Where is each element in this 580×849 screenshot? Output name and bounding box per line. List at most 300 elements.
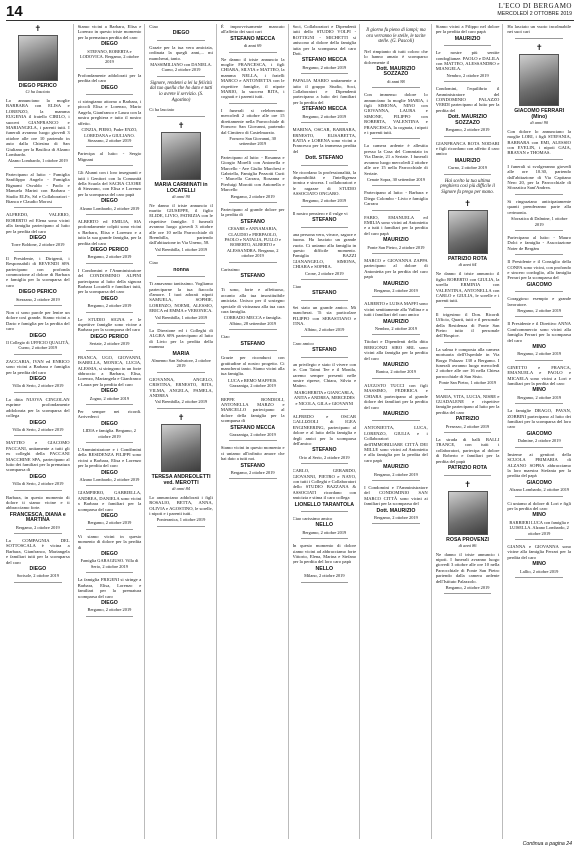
- notice-divider: [229, 440, 277, 441]
- notice-divider: [515, 360, 563, 361]
- deceased-name: PATRIZIO ROTA: [447, 256, 488, 263]
- notice-name: DIEGO: [101, 388, 118, 395]
- notice-signature: Lallio, 2 ottobre 2019: [520, 568, 559, 574]
- notice-signature: Bergamo, 2 ottobre 2019: [517, 351, 562, 357]
- notice-name: MAURIZIO: [383, 318, 409, 325]
- notice-text: Ci ha lasciato: [149, 107, 175, 113]
- condolence-notice: [364, 485, 428, 524]
- notice-text: La Direzione ed i Colleghi di ALGRA SPA partecipano al lutto di Livio per la perdita della mamma: [149, 327, 213, 350]
- condolence-notice: [6, 98, 70, 168]
- notice-name: DIEGO: [29, 332, 47, 339]
- notice-divider: [444, 136, 492, 137]
- condolence-notice: [78, 73, 142, 95]
- notice-signature: Ponte San Pietro, 1 ottobre 2019: [439, 380, 497, 386]
- notice-divider: [229, 350, 277, 351]
- notice-signature: Stezzano, 2 ottobre 2019: [15, 296, 60, 302]
- cross-icon: ✝: [464, 199, 471, 209]
- notice-signature: Bergamo, 2 ottobre 2019: [445, 127, 490, 133]
- notice-divider: [301, 511, 349, 512]
- notice-name: STEFANO MECCA: [301, 106, 347, 113]
- notice-signature: Il Collegio di UFFICIO QUALITÀ, Curno, 2 ottobre 2019: [6, 340, 70, 351]
- condolence-notice: [364, 425, 428, 481]
- notice-text: Ne danno il triste annuncio i nipoti. I funerali avranno luogo giovedì 3 ottobre alle ore 10 nella Parrocchiale di Ponte San Pietro partendo dalla camera ardente dell'Istituto Palazzolo.: [435, 551, 500, 584]
- notice-name: MINO: [532, 561, 546, 568]
- notice-name: PATRIZIO ROTA: [447, 465, 488, 472]
- condolence-notice: [149, 107, 213, 116]
- notice-divider: [229, 392, 277, 393]
- condolence-notice: [507, 24, 571, 39]
- notice-divider: [229, 478, 277, 479]
- condolence-notice: [364, 49, 428, 88]
- condolence-notice: [149, 24, 213, 41]
- condolence-notice: [78, 24, 142, 69]
- notice-name: STEFANO MECCA: [230, 424, 276, 431]
- notice-text: una persona vera, vivace, sagace e buona. Ha lasciato un grande vuoto. Ci uniamo alla famiglia in questo difficile momento. Famiglia BAZZI GIANANGELO, SIMONA, CHIARA e SOPHIA.: [292, 231, 357, 270]
- notice-text: CARLO, GERARDO, GIOVANNI, PIETRO e NAYO, con tutti i Colleghi e Collaboratori dello STUDIO BAZZANA & ASSOCIATI ricordano con amicizia e stima il caro collega: [292, 468, 357, 501]
- notice-divider: [444, 342, 492, 343]
- notice-text: ci stringiamo attorno a Barbara, i piccoli Elisa e Lorenzo, Mario Angela, Gianfranco e Laura con la nostra preghiera e tutto il nostro affetto.: [77, 99, 142, 126]
- notice-divider: [157, 323, 205, 324]
- condolence-notice: [436, 312, 500, 343]
- notice-signature: Sorisole, 2 ottobre 2019: [16, 573, 59, 579]
- notice-divider: [301, 538, 349, 539]
- cross-icon: ✝: [34, 24, 42, 33]
- notice-name: Dott. STEFANO: [305, 155, 344, 162]
- notice-name: PATRIZIO: [455, 416, 480, 423]
- notice-divider: [372, 420, 420, 421]
- condolence-notice: [293, 305, 357, 337]
- condolence-notice: [436, 50, 500, 82]
- deceased-age: di anni 90: [172, 193, 190, 199]
- deceased-name: ROSA PROVENZI: [446, 536, 489, 543]
- notice-signature: MASSIMILIANO con DANIELA. Curno, 2 ottobre 2019: [150, 62, 212, 73]
- column-2: [78, 24, 146, 839]
- condolence-notice: [507, 544, 571, 578]
- notice-divider: [86, 263, 134, 264]
- condolence-notice: [6, 397, 70, 436]
- notice-text: ALBERTO e LUISA MAFFI sono vicini sentitamente alla Vallina e a tutti i familiari del caro amico: [364, 301, 428, 318]
- notice-divider: [444, 389, 492, 390]
- notice-text: Grazie per ricondurci con gratitudine al nostro progetto. Ci mancherai tanto. Siamo vicini alla tua famiglia.: [220, 355, 285, 377]
- notice-text: AUGUSTO TUCCI con figli MASSIMO, FEDERICA e CHIARA partecipano al grande dolore dei familiari per la perdita del caro: [364, 382, 428, 410]
- condolence-notice: [507, 365, 571, 404]
- notice-divider: [515, 254, 563, 255]
- notice-text: Caro amico: [292, 340, 314, 346]
- death-announcement: [436, 480, 500, 548]
- notice-name: MAURIZIO: [383, 362, 409, 369]
- notice-name: DIEGO: [101, 295, 118, 302]
- notice-divider: [157, 116, 205, 117]
- portrait-photo: [18, 35, 58, 81]
- column-3: [149, 24, 217, 839]
- notice-divider: [301, 357, 349, 358]
- notice-text: un privilegio e stato il vivere con te. Con Taimi Tee e il Monila, saremo sempre presenti nelle nostre riprese, Chiara, Silvia e Matteo.: [292, 361, 357, 389]
- notice-divider: [157, 372, 205, 373]
- death-announcement: [507, 43, 571, 125]
- column-7: [436, 24, 504, 839]
- notice-name: LIONELLO TARANTOLA: [294, 501, 355, 508]
- notice-text: Ne ricordano la professionalità, la disponibilità e l'intelligenza ironica e sincera. I collaboratori e le ragazze di STUDIO ASSOCIATO ONGARO.: [292, 169, 357, 197]
- condolence-notice: [221, 24, 285, 53]
- condolence-notice: [507, 452, 571, 497]
- notice-divider: [301, 165, 349, 166]
- condolence-notice: [6, 538, 70, 583]
- notice-text: Partecipa al lutto: - Sergio Mignani: [77, 151, 142, 162]
- notice-name: DIEGO: [101, 420, 118, 427]
- notice-divider: [86, 214, 134, 215]
- notice-signature: Presezzo, 2 ottobre 2019: [445, 423, 490, 429]
- condolence-notice: [364, 301, 428, 335]
- notice-text: Ci uniamo al dolore di Lori e figli per la perdita del caro: [507, 500, 571, 511]
- notice-signature: di anni 69: [243, 43, 262, 49]
- notice-text: Con dolore lo annunciano la moglie LORI, i figli STEFANIA, BARBARA con EMI, ALESSIO con EVELIN, i nipoti GAIA, BRAYAN e THOMAS.: [507, 128, 571, 156]
- portrait-photo: [161, 132, 201, 180]
- cross-icon: ✝: [464, 479, 471, 489]
- notice-text: ALFREDO, VALERIO, ROBERTO ed Elena sono vicini alla famiglia partecipano al lutto per la perdita del caro: [6, 212, 70, 234]
- notice-divider: [515, 38, 563, 39]
- notice-signature: Nembro, 2 ottobre 2019: [446, 72, 489, 78]
- condolence-notice: [149, 45, 213, 77]
- notice-signature: Bergamo, 2 ottobre 2019: [302, 64, 347, 70]
- condolence-notice: [293, 127, 357, 165]
- portrait-photo: [448, 210, 488, 254]
- condolence-notice: [149, 260, 213, 277]
- notice-divider: [515, 291, 563, 292]
- portrait-photo: [519, 54, 559, 106]
- cross-icon: ✝: [535, 42, 543, 52]
- notice-divider: [301, 463, 349, 464]
- notice-signature: Bergamo, 2 ottobre 2019: [374, 515, 418, 520]
- notice-name: nonna: [173, 266, 189, 273]
- death-announcement: [149, 413, 213, 491]
- notice-text: BEPPE BONDIOLI, ANTONELLA MARZO e MARCELLO partecipano al dolore della famiglia per la scomparsa di: [220, 396, 285, 424]
- notice-name: STEFANO: [240, 218, 265, 225]
- condolence-notice: [364, 339, 428, 378]
- condolence-notice: [436, 437, 500, 475]
- notice-text: Ciao: [292, 284, 302, 290]
- notice-signature: Curno, 2 ottobre 2019: [448, 165, 487, 171]
- notice-name: Dott. MAURIZIO: [376, 507, 416, 514]
- publication-date: MERCOLEDÌ 2 OTTOBRE 2019: [497, 11, 572, 17]
- continued-note: Continua a pagina 24: [522, 841, 572, 847]
- condolence-notice: [78, 170, 142, 215]
- notice-text: I funerali si svolgeranno giovedì alle ore 10.30, partendo dall'abitazione di Via Capitano Nero 20, per la Parrocchiale di Sforzatica Sant'Andrea.: [507, 163, 571, 191]
- deceased-age: di anni 64: [458, 262, 477, 268]
- condolence-notice: [149, 203, 213, 257]
- condolence-notice: [436, 552, 500, 595]
- condolence-notice: [364, 190, 428, 210]
- notice-text: I Condomini e l'Amministratore del CONDOMINIO SAN MARCO CITTÀ sono vicini ai familiari per la scomparsa del: [364, 484, 428, 507]
- notice-name: MAURIZIO: [383, 237, 409, 244]
- notice-name: MINO: [532, 512, 546, 519]
- notice-name: DIEGO: [29, 234, 47, 241]
- deceased-age: di anni 84: [172, 485, 190, 491]
- notice-name: DIEGO: [101, 469, 118, 476]
- notice-name: STEFANO: [312, 290, 337, 297]
- notice-name: DIEGO: [101, 513, 118, 520]
- condolence-notice: [149, 495, 213, 527]
- condolence-notice: [149, 328, 213, 373]
- notice-text: In questo momento di dolore siamo vicini ad abbracciamo forte Vittorio, Elena, Marina e Stefano per la perdita del loro caro papà: [292, 543, 357, 565]
- condolence-notice: [221, 334, 285, 351]
- notice-text: GINETTO e FRANCA, EMANUELA e PAOLO e MICAELA sono vicini a Lori e familiari per la perdita del caro: [507, 364, 571, 387]
- deceased-age: Ci ha lasciato: [25, 89, 51, 94]
- notice-signature: Bergamo, 2 ottobre 2019: [374, 288, 418, 293]
- notice-divider: [14, 582, 62, 583]
- notice-signature: Villa di Serio, 2 ottobre 2019: [12, 383, 64, 389]
- notice-name: STEFANO: [240, 273, 265, 280]
- condolence-notice: [293, 414, 357, 464]
- notice-name: STEFANO MECCA: [230, 35, 276, 42]
- notice-divider: [229, 282, 277, 283]
- memorial-quote: Hai scelto la tua ultima preghiera cosi più difficile il Signore fa prego per mano.: [440, 178, 495, 195]
- notice-signature: Albino, 2 ottobre 2019: [304, 327, 345, 333]
- notice-divider: [86, 485, 134, 486]
- notice-signature: Bergamo, 2 ottobre 2019: [87, 520, 132, 526]
- notice-divider: [515, 577, 563, 578]
- notice-name: DIEGO: [29, 473, 47, 480]
- condolence-notice: [293, 232, 357, 280]
- notice-text: Grazie per la tua vera amicizia, ordinata la quegli anni,... mi mancherai, tanto.: [149, 44, 213, 61]
- notice-divider: [301, 227, 349, 228]
- condolence-notice: [221, 207, 285, 263]
- condolence-notice: [436, 394, 500, 433]
- notice-text: Partecipano al lutto: - Barbara e Diego Colombo - Livio e famiglia Carrara: [364, 190, 428, 207]
- notice-text: Siamo vicini in questo momento e ci uniamo all'infinito amore che hai dato a tutti noi.: [220, 445, 285, 462]
- portrait-photo: [448, 491, 488, 535]
- notice-signature: Alzano Lombardo, 1 ottobre 2019: [7, 158, 68, 164]
- condolence-notice: [6, 212, 70, 251]
- page-number: 14: [6, 3, 23, 20]
- condolence-notice: [364, 383, 428, 421]
- notice-divider: [14, 167, 62, 168]
- column-4: [221, 24, 289, 839]
- notice-name: MAURIZIO: [454, 35, 481, 42]
- notice-divider: [515, 316, 563, 317]
- notice-text: Sei stato un grande amico. Mi mancherai. Ti sia particolare FILIPPO con SEBASTIANO e TINA.: [292, 304, 357, 327]
- condolence-notice: [78, 268, 142, 313]
- notice-text: ALBERTO ed EMILIA, SIA profondamente colpiti sono vicini a Barbara, Elisa e Lorenzo e a tutta la sua grande famiglia, per la perdita del caro: [77, 218, 142, 246]
- notice-signature: Alzano Lombardo, 2 ottobre 2019: [79, 477, 140, 482]
- notice-text: Per sempre nei ricordi. Arrivederci: [77, 408, 142, 420]
- condolence-notice: [221, 108, 285, 151]
- notice-text: Ti amavamo tantissimo. Vogliamo parteciparne la tua fiaccola d'amore. I tuoi adorati nipoti SAMUELA, SOPHIE, LORENZO, NOEMI, ALESSIO, ERICA ed EMMA e VERONICA.: [149, 281, 213, 314]
- notice-name: MAURIZIO: [383, 464, 409, 471]
- condolence-notice: [221, 57, 285, 104]
- notice-text: MATTEO e GIACOMO PACCANI, unitamente a tutti gli ex colleghi della PACCANI MACCHINE SPA, partecipano al lutto dei familiari per la prematura scomparsa di: [6, 440, 70, 473]
- notice-divider: [301, 206, 349, 207]
- notice-signature: CESARE e ANNAMARIA, CLAUDIO e PIERPAOLO, PAOLO e NATALIA, FULLO e ROBERTO, ALBERTO e ALESSANDRA. Bergamo, 2 ottobre 2019: [224, 226, 281, 259]
- notice-signature: Milano, 2 ottobre 2019: [304, 573, 345, 579]
- notice-divider: [157, 255, 205, 256]
- condolence-notice: [507, 296, 571, 317]
- notice-name: STEFANO: [312, 347, 337, 354]
- notice-text: MARIA, VITA, LUCIA, NISRE e GUADALENE e rispettive famiglie partecipano al lutto per la perdita del caro: [435, 393, 500, 415]
- cross-icon: ✝: [177, 412, 185, 422]
- notice-divider: [86, 404, 134, 405]
- notice-signature: Ranica, 2 ottobre 2019: [375, 369, 416, 375]
- notice-text: PAPALIA MARIO unitamente a tutto il gruppo Studio, Soci, Collaboratori e Dipendenti partecipano a lutto dei familiari per la perdita del: [292, 78, 357, 105]
- notice-signature: Ponteranica, 1 ottobre 2019: [156, 517, 206, 523]
- notice-signature: Fornovo San Giovanni, 30 settembre 2019: [229, 135, 276, 147]
- notice-text: Non ci sono parole per lenire un dolore così grande. Siamo vicini a Dario e famiglia per la perdita del caro: [6, 310, 70, 332]
- notice-divider: [515, 403, 563, 404]
- condolence-notice: [78, 490, 142, 529]
- notice-divider: [229, 329, 277, 330]
- notice-text: GIAMPIERO, GABRIELLA, ANDREA, DANIELA sono vicini a Barbara e familiari per la scomparsa del caro: [77, 490, 142, 512]
- obituary-columns: [6, 24, 574, 839]
- notice-divider: [229, 103, 277, 104]
- notice-text: GIANNA e GIOVANNA sono vicine alla famiglia Ferrari per la perdita del caro: [507, 543, 571, 560]
- notice-text: FRANCA, UGO, GIOVANNI, ISABELLA, MONICA, LUCIA, ALESSIA, si stringono in un forte abbraccio a Barbara, Elisa, Lorenzo, Mariangela e Gianfranco e Laura per la perdita del caro: [77, 354, 142, 387]
- notice-divider: [301, 336, 349, 337]
- notice-divider: [86, 350, 134, 351]
- notice-divider: [444, 307, 492, 308]
- notice-divider: [301, 73, 349, 74]
- condolence-notice: [6, 359, 70, 393]
- notice-divider: [14, 490, 62, 491]
- notice-divider: [14, 533, 62, 534]
- notice-divider: [372, 378, 420, 379]
- notice-divider: [444, 174, 492, 175]
- notice-divider: [515, 194, 563, 195]
- notice-name: DIEGO: [29, 566, 47, 573]
- notice-signature: Val Brembilla, 1 ottobre 2019: [154, 314, 208, 320]
- notice-divider: [14, 207, 62, 208]
- notice-text: La famiglie DRAGO, PAVAN, ZOBBINI partecipano al lutto dei familiari per la scomparsa del loro caro: [507, 408, 571, 430]
- notice-name: DIEGO PERICO: [90, 333, 129, 340]
- notice-name: MARIA: [172, 350, 190, 357]
- notice-name: DIEGO: [101, 198, 118, 205]
- notice-divider: [515, 159, 563, 160]
- notice-text: Soci, Collaboratori e Dipendenti tutti dello STUDIO VOLPI - ROTTIGNI - MICHETTI si uniscono al dolore della famiglia tutta per la scomparsa del caro Dott.: [292, 24, 357, 57]
- condolence-notice: [78, 409, 142, 443]
- notice-name: Dott. MAURIZIO SOZZAZO: [448, 114, 488, 126]
- notice-divider: [157, 526, 205, 527]
- notice-signature: STEFANO, ROBERTA e LODOVICA. Bergamo, 2 ottobre 2019: [79, 48, 139, 65]
- notice-text: Il nostro pensiero e il vulge vi: [292, 210, 348, 216]
- memorial-quote: Signore, rendetei a lei la felicità dal tuo quella che ho dato e tutti io avrete il servizio. (S. Agostino): [149, 80, 213, 103]
- condolence-notice: [6, 310, 70, 355]
- notice-divider: [372, 296, 420, 297]
- notice-text: Lo annunciano addolorati i figli ROSALIO, BETTA, ANNA, OLIVIA e AGOSTINO, le sorelle, i nipoti e i parenti tutti.: [149, 494, 213, 517]
- notice-signature: Bergamo, 2 ottobre 2019: [445, 584, 490, 590]
- notice-divider: [372, 253, 420, 254]
- deceased-age: di anni 90: [530, 119, 549, 125]
- condolence-notice: [507, 501, 571, 540]
- notice-signature: Bergamo, 2 ottobre 2019: [302, 197, 347, 203]
- condolence-notice: [507, 235, 571, 255]
- condolence-notice: [293, 24, 357, 74]
- notice-signature: MARGHERITA e GIANCARLA, ANITA e ANDREA, MERCEDES e NICOLA, GILA e GIOVANNI: [293, 389, 355, 406]
- notice-divider: [372, 480, 420, 481]
- notice-text: Siamo vicini a Barbara, Elisa e Lorenzo in questo triste momento per la prematura perdita del caro: [77, 24, 142, 40]
- condolence-notice: [78, 447, 142, 486]
- condolence-notice: [293, 211, 357, 228]
- notice-text: I Condomini e l'Amministratore del CONDOMINIO ALPINI partecipano al lutto della signora Barbara Locatelli e familiari tutti, per la scomparsa del caro: [77, 267, 142, 295]
- notice-divider: [14, 392, 62, 393]
- condolence-notice: [6, 256, 70, 306]
- notice-text: Il trigesimo il Don. Ricordi Ufficio, Quarti, tutti e il personale della Residenza di Ponte San Pietro tutto il personale dell'Hospice.: [435, 311, 500, 339]
- condolence-notice: [507, 408, 571, 447]
- notice-text: Titolari e Dipendenti della ditta BERGONZI SIRO SRL sono vicini alla famiglia per la perdita del caro: [364, 339, 428, 361]
- notice-text: ALFREDO e OSCAR GALLIZIOLI di IGEA ENGINEERING, partecipano al dolore e al lutto della famiglia e degli amici per la scomparsa dell'amico: [292, 413, 357, 446]
- notice-signature: Bergamo, 2 ottobre 2019: [230, 470, 275, 475]
- notice-signature: Nembro, 2 ottobre 2019: [374, 326, 418, 332]
- notice-divider: [301, 122, 349, 123]
- condolence-notice: [293, 170, 357, 207]
- deceased-name: GIACOMO FERRARI (Mino): [514, 107, 565, 120]
- notice-text: Partecipano al lutto: - Famiglia Sanfilippo Angelo - Famiglia Bignami Osvaldo - Paolo e Manuela Marini con Barbara - Studio ELPa, Srl e Collaboratori - Bianca e Claudio Morosi: [6, 171, 70, 204]
- notice-text: Il Presidente, i Dirigenti, i Responsabili di REVENDI SPA partecipano con profonda commozione al dolore di Barbara e famiglia per la scomparsa del caro: [6, 255, 70, 288]
- notice-divider: [86, 146, 134, 147]
- notice-divider: [86, 529, 134, 530]
- condolence-notice: [436, 347, 500, 390]
- notice-name: STEFANO: [240, 462, 265, 469]
- notice-text: Insieme ai genitori della SCUOLA PRIMARIA di ALZANO SOPRA abbracciamo la loro maestra Stefania per la perdita del papà: [507, 451, 571, 479]
- notice-signature: Orio al Serio, 2 ottobre 2019: [299, 454, 350, 460]
- condolence-notice: [293, 468, 357, 512]
- notice-text: Ha lasciato un vuoto incolmabile nei suoi cari: [507, 24, 571, 35]
- notice-divider: [157, 76, 205, 77]
- deceased-age: di anni 86: [458, 542, 477, 548]
- column-1: [6, 24, 74, 839]
- notice-signature: Bergamo, 2 ottobre 2019: [517, 307, 562, 313]
- condolence-notice: [221, 397, 285, 442]
- condolence-notice: [436, 86, 500, 136]
- column-8: [507, 24, 574, 839]
- notice-text: La strada di balli BALLI TRANCE, con tutti i collaboratori, partecipa al dolore di Roberto e familiari per la perdita del papà: [435, 437, 500, 464]
- notice-name: DIEGO: [29, 419, 47, 426]
- notice-text: La famiglia FRIGENI si stringe a Barbara, Elisa, Lorenzo e familiari per la prematura scomparsa del caro: [77, 577, 142, 599]
- condolence-notice: [78, 317, 142, 351]
- condolence-notice: [221, 287, 285, 330]
- notice-signature: Villa di Serio, 2 ottobre 2019: [12, 481, 64, 487]
- notice-divider: [444, 475, 492, 476]
- notice-divider: [229, 202, 277, 203]
- notice-text: La salma è composta alla camera mortuaria dell'Ospedale in Via Borgo Palazzo 130 a Bergamo. I funerali avranno luogo mercoledì 2 ottobre alle ore 16 nella Chiesa parrocchiale di San Sisto.: [435, 346, 500, 379]
- notice-text: Lo annunciano la moglie BARBARA con ELISA e LORENZO, la mamma EUGENIA il fratello CIRILO, i suoceri GIANFRANCO e MARIANGELA, i parenti tutti. I funerali avranno luogo giovedì 3 ottobre alle ore 10 partendo in auto dalla Chiesina di San Giuliano per la Basilica di Alzano Lombardo.: [6, 98, 70, 158]
- notice-signature: Val Brembilla, 1 ottobre 2019: [154, 246, 208, 252]
- condolence-notice: [78, 219, 142, 264]
- notice-text: Gli Alunni con i loro insegnanti e tutti i Genitori con la Comunità della Scuola del SACRA CUORE di Stezzano, con Elisa e Lorenzo per la scomparsa del caro papà: [77, 170, 142, 197]
- death-announcement: [6, 24, 70, 94]
- condolence-notice: [78, 577, 142, 616]
- condolence-notice: [78, 151, 142, 166]
- notice-signature: Crone, 2 ottobre 2019: [305, 270, 344, 276]
- notice-text: Partecipano al grande dolore per la perdita di: [220, 206, 285, 218]
- notice-divider: [14, 354, 62, 355]
- notice-name: MAURIZIO: [383, 280, 409, 287]
- notice-signature: Bergamo, 2 ottobre 2019: [87, 303, 132, 309]
- condolence-notice: [364, 143, 428, 186]
- notice-text: Il Presidente e il Direttivo ANNA Confcommercio sono vicini alla famiglia Ferrari per la scomparsa del caro: [507, 321, 571, 343]
- notice-signature: Alzano Lombardo, 2 ottobre 2019: [509, 487, 570, 493]
- notice-divider: [372, 185, 420, 186]
- deceased-name: DIEGO PERICO: [18, 83, 57, 89]
- notice-text: Le STUDIO SIGNA e le rispettive famiglie sono vicine a Barbara per la scomparsa del caro: [77, 316, 142, 333]
- condolence-notice: [507, 259, 571, 292]
- condolence-notice: [436, 141, 500, 175]
- death-announcement: [149, 121, 213, 199]
- notice-divider: [14, 305, 62, 306]
- notice-text: Ciao: [220, 334, 230, 340]
- notice-text: MARCO e GIOVANNA ZAPPA partecipano al dolore di Antonietta per la perdita del caro papà: [364, 257, 428, 280]
- notice-text: Con immenso dolore lo annunciano la moglie MARIA, i figli SIMONA, NINO con GIOVANNA, LAURA e SIMONE, FILIPPO con ROBERTA, VALENTINA e FRANCESCA, la cognata, i nipoti e i parenti tutti.: [364, 92, 428, 136]
- notice-name: DIEGO: [172, 30, 190, 37]
- notice-signature: Bergamo, 2 ottobre 2019: [374, 471, 418, 477]
- notice-signature: Sforzatica di Dalmine, 1 ottobre 2019: [510, 216, 568, 227]
